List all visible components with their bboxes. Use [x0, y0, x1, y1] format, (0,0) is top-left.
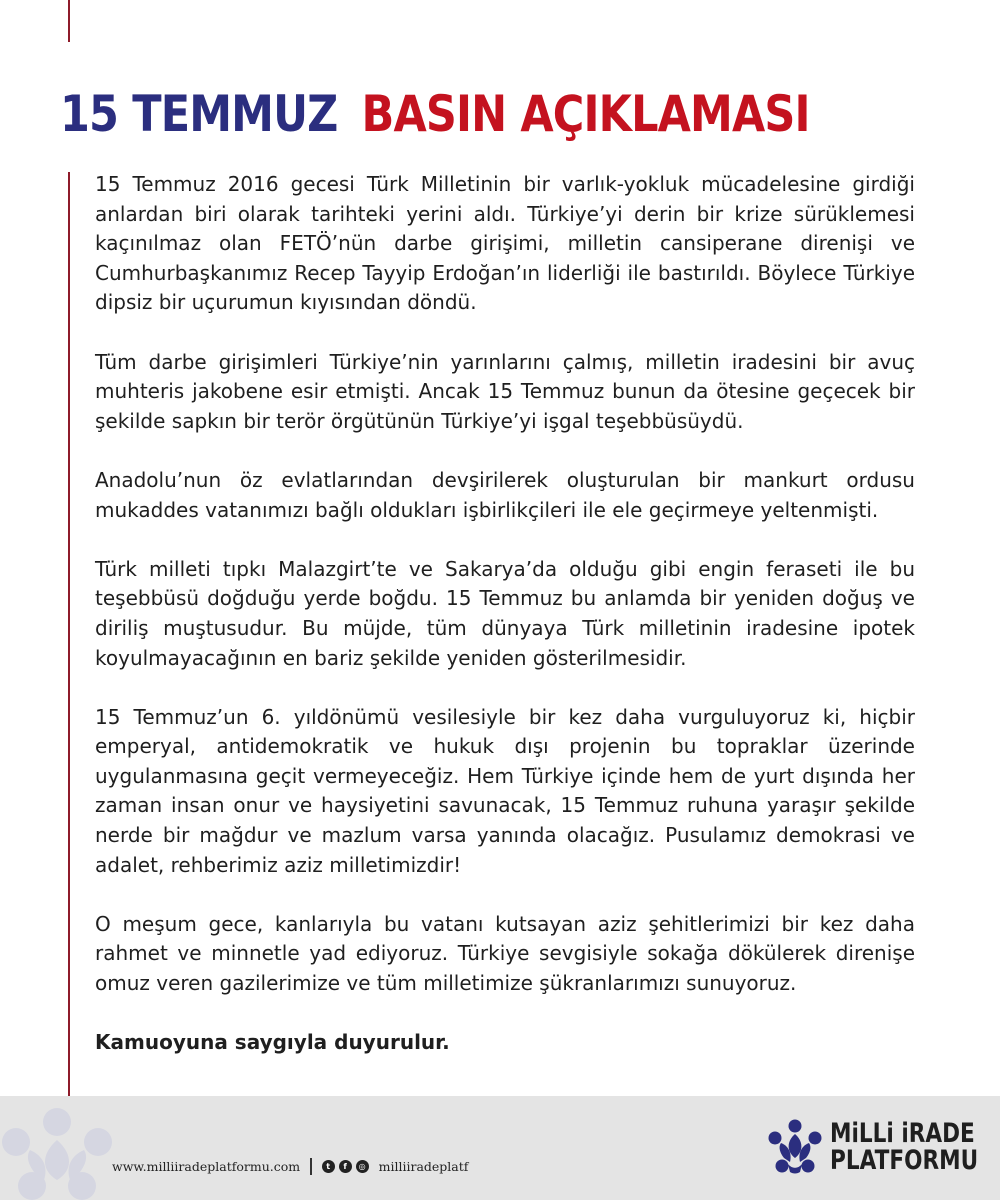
website-link[interactable]: www.milliiradeplatformu.com [112, 1158, 301, 1174]
brand-line-2: PLATFORMU [830, 1145, 979, 1176]
brand-name [830, 1120, 978, 1174]
paragraph-5: 15 Temmuz’un 6. yıldönümü vesilesiyle bir kez daha vurguluyoruz ki, hiçbir emperyal, antidemokratik ve hukuk dışı projenin bu topraklar üzerinde uygulanmasına geçit vermeyeceğiz. Hem Türkiye içinde hem de yurt dışında her zaman insan onur ve haysiyetini savunacak, 15 Temmuz ruhuna yaraşır şekilde nerde bir mağdur ve mazlum varsa yanında olacağız. Pusulamız demokrasi ve adalet, rehberimiz aziz milletimizdir! [95, 704, 915, 877]
paragraph-2: Tüm darbe girişimleri Türkiye’nin yarınlarını çalmış, milletin iradesini bir avuç muhteris jakobene esir etmişti. Ancak 15 Temmuz bunun da ötesine geçecek bir şekilde sapkın bir terör örgütünün Türkiye’yi işgal teşebbüsüydü. [95, 349, 915, 433]
closing-line: Kamuoyuna saygıyla duyurulur. [95, 1030, 450, 1055]
twitter-icon[interactable]: t [322, 1160, 335, 1173]
footer [0, 1096, 1000, 1200]
brand-logo [764, 1116, 1000, 1178]
title-heading: BASIN AÇIKLAMASI [361, 85, 810, 143]
brand-line-1: MiLLi iRADE [830, 1118, 975, 1149]
social-handle[interactable]: milliiradeplatf [378, 1158, 469, 1174]
footer-contact [112, 1156, 468, 1176]
platform-logo-icon [764, 1116, 826, 1178]
top-accent-rule [68, 0, 70, 42]
statement-body [95, 170, 915, 1058]
instagram-icon[interactable]: ◎ [356, 1160, 369, 1173]
watermark-emblem-icon [0, 1098, 132, 1200]
title-date: 15 TEMMUZ [60, 85, 338, 143]
page-title [60, 82, 810, 146]
paragraph-6: O meşum gece, kanlarıyla bu vatanı kutsayan aziz şehitlerimizi bir kez daha rahmet ve minnetle yad ediyoruz. Türkiye sevgisiyle sokağa dökülerek direnişe omuz veren gazilerimize ve tüm milletimize şükranlarımızı sunuyoruz. [95, 911, 915, 996]
body-accent-rule [68, 172, 70, 1096]
contact-divider [310, 1158, 312, 1175]
paragraph-1: 15 Temmuz 2016 gecesi Türk Milletinin bir varlık-yokluk mücadelesine girdiği anlardan biri olarak tarihteki yerini aldı. Türkiye’yi derin bir krize sürüklemesi kaçınılmaz olan FETÖ’nün darbe girişimi, milletin cansiperane direnişi ve Cumhurbaşkanımız Recep Tayyip Erdoğan’ın liderliği ile bastırıldı. Böylece Türkiye dipsiz bir uçurumun kıyısından döndü. [95, 172, 915, 315]
facebook-icon[interactable]: f [339, 1160, 352, 1173]
paragraph-3: Anadolu’nun öz evlatlarından devşirilerek oluşturulan bir mankurt ordusu mukaddes vatanımızı bağlı oldukları işbirlikçileri ile ele geçirmeye yeltenmişti. [95, 467, 915, 522]
paragraph-4: Türk milleti tıpkı Malazgirt’te ve Sakarya’da olduğu gibi engin feraseti ile bu teşebbüsü doğduğu yerde boğdu. 15 Temmuz bu anlamda bir yeniden doğuş ve diriliş muştusudur. Bu müjde, tüm dünyaya Türk milletinin iradesine ipotek koyulmayacağının en bariz şekilde yeniden gösterilmesidir. [95, 556, 915, 670]
social-icons [322, 1160, 369, 1173]
